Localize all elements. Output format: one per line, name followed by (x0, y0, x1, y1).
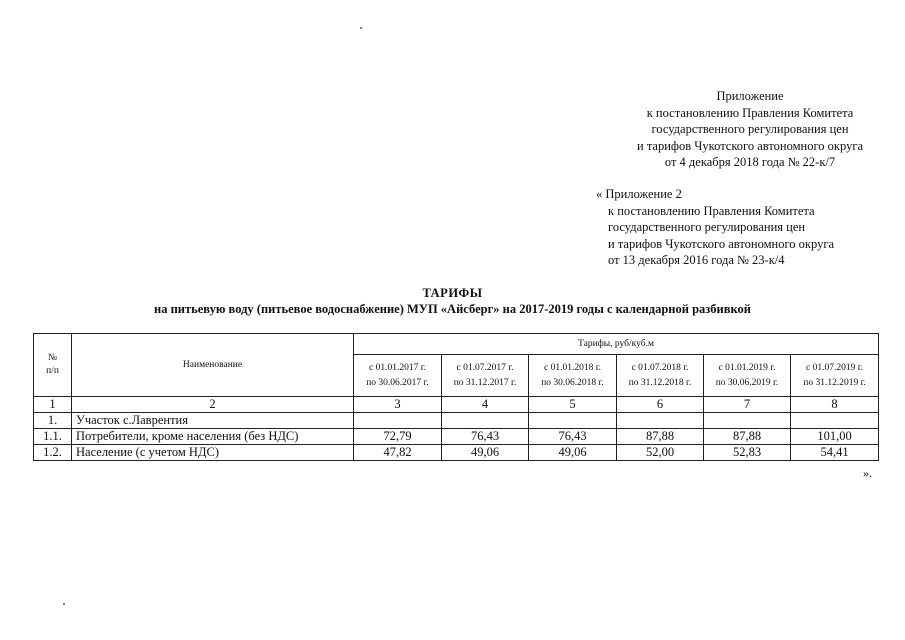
title-main: ТАРИФЫ (422, 286, 483, 300)
tariff-value: 72,79 (354, 429, 442, 445)
header-row-1 (34, 334, 879, 355)
title-subtitle: на питьевую воду (питьевое водоснабжение) МУП «Айсберг» на 2017-2019 годы с календарной разбивкой (154, 302, 751, 316)
appendix-1-line-1: Приложение (716, 89, 784, 103)
tariff-value: 87,88 (704, 429, 791, 445)
scan-speck (63, 603, 65, 605)
row-num: 1.2. (34, 445, 72, 461)
tariff-value: 49,06 (529, 445, 617, 461)
header-period-2: с 01.07.2017 г. по 31.12.2017 г. (442, 355, 529, 397)
header-name: Наименование (72, 334, 354, 397)
header-period-4: с 01.07.2018 г. по 31.12.2018 г. (617, 355, 704, 397)
appendix-1-header (600, 88, 900, 171)
empty-cell (354, 413, 442, 429)
empty-cell (791, 413, 879, 429)
tariff-value: 76,43 (529, 429, 617, 445)
appendix-2-line-1: « Приложение 2 (596, 187, 682, 201)
tariff-value: 76,43 (442, 429, 529, 445)
tariff-value: 52,00 (617, 445, 704, 461)
appendix-1-line-4: и тарифов Чукотского автономного округа (637, 138, 863, 153)
tariff-value: 101,00 (791, 429, 879, 445)
column-number: 2 (72, 397, 354, 413)
appendix-2-line-5: от 13 декабря 2016 года № 23-к/4 (608, 253, 785, 267)
appendix-2-line-3: государственного регулирования цен (608, 220, 806, 234)
appendix-2-line-4: и тарифов Чукотского автономного округа (608, 236, 834, 251)
header-period-1: с 01.01.2017 г. по 30.06.2017 г. (354, 355, 442, 397)
section-name: Участок с.Лаврентия (72, 413, 354, 429)
scan-speck (360, 27, 362, 29)
section-row (34, 413, 879, 429)
empty-cell (617, 413, 704, 429)
empty-cell (704, 413, 791, 429)
empty-cell (529, 413, 617, 429)
closing-quote-mark: ». (863, 466, 872, 480)
row-name: Потребители, кроме населения (без НДС) (72, 429, 354, 445)
column-number: 3 (354, 397, 442, 413)
tariff-value: 54,41 (791, 445, 879, 461)
tariff-table (33, 333, 879, 461)
row-num: 1.1. (34, 429, 72, 445)
row-name: Население (с учетом НДС) (72, 445, 354, 461)
tariff-value: 47,82 (354, 445, 442, 461)
header-num: № п/п (34, 334, 72, 397)
column-number-row (34, 397, 879, 413)
column-number: 1 (34, 397, 72, 413)
empty-cell (442, 413, 529, 429)
column-number: 7 (704, 397, 791, 413)
appendix-2-line-2: к постановлению Правления Комитета (608, 203, 815, 218)
header-tariffs: Тарифы, руб/куб.м (354, 334, 879, 355)
document-title (0, 285, 905, 317)
column-number: 6 (617, 397, 704, 413)
column-number: 8 (791, 397, 879, 413)
header-period-5: с 01.01.2019 г. по 30.06.2019 г. (704, 355, 791, 397)
appendix-1-line-2: к постановлению Правления Комитета (646, 105, 854, 120)
section-num: 1. (34, 413, 72, 429)
tariff-value: 52,83 (704, 445, 791, 461)
header-period-3: с 01.01.2018 г. по 30.06.2018 г. (529, 355, 617, 397)
column-number: 4 (442, 397, 529, 413)
tariff-value: 87,88 (617, 429, 704, 445)
table-row (34, 445, 879, 461)
tariff-value: 49,06 (442, 445, 529, 461)
appendix-1-line-5: от 4 декабря 2018 года № 22-к/7 (664, 155, 836, 169)
appendix-1-line-3: государственного регулирования цен (651, 122, 849, 136)
appendix-2-header (596, 186, 834, 269)
header-period-6: с 01.07.2019 г. по 31.12.2019 г. (791, 355, 879, 397)
column-number: 5 (529, 397, 617, 413)
table-row (34, 429, 879, 445)
